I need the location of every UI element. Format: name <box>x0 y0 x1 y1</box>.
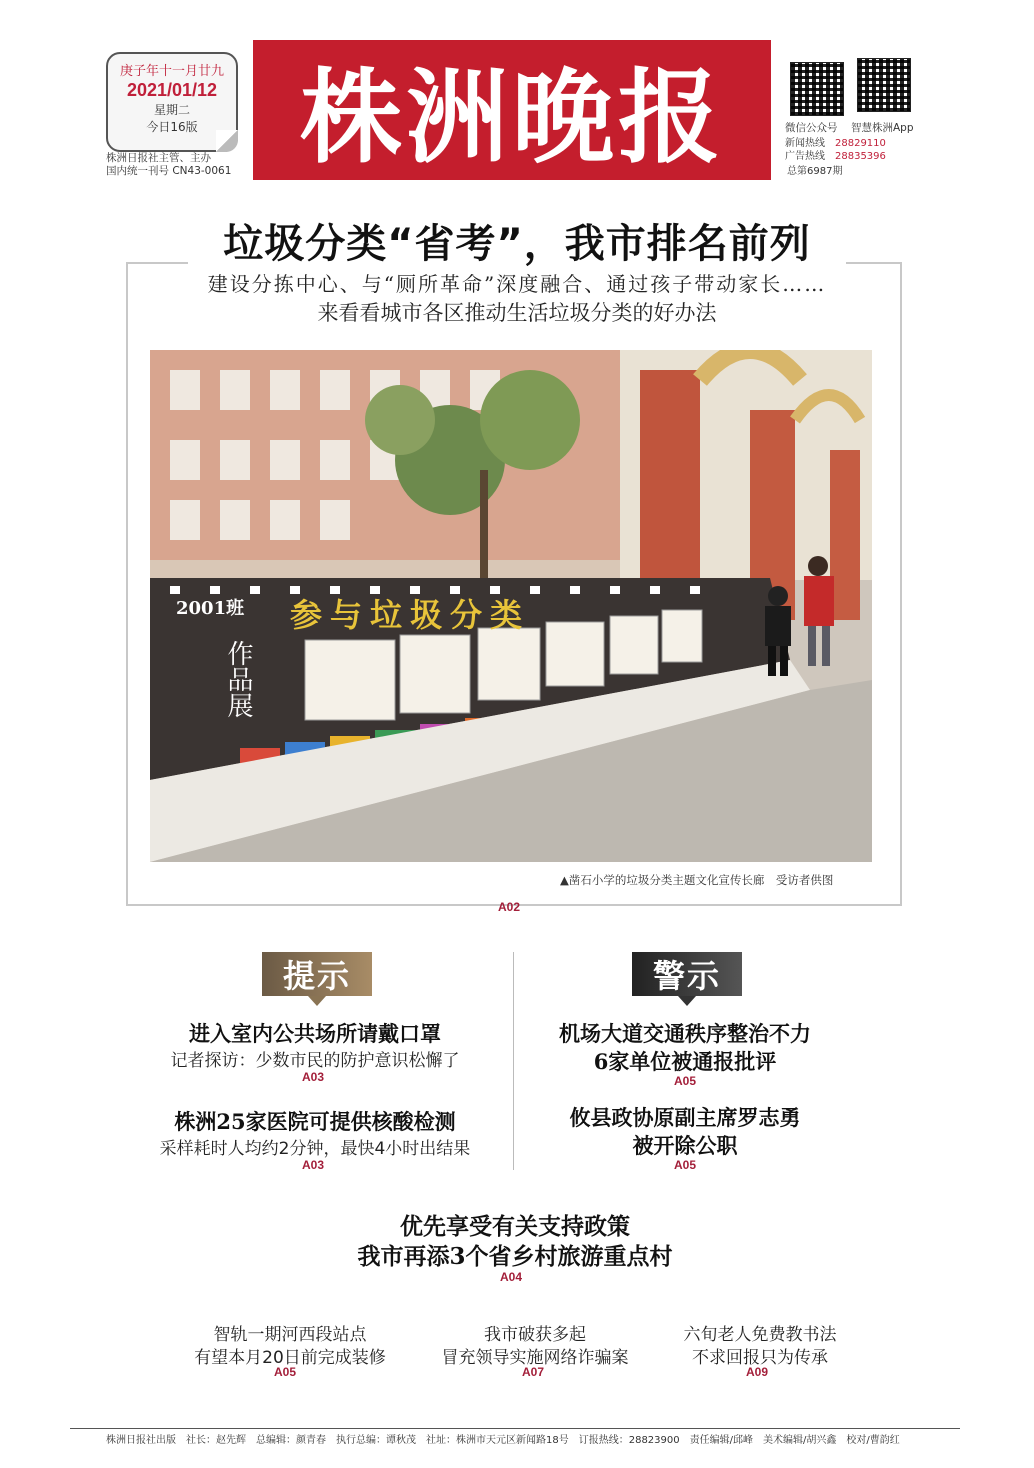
lunar-date: 庚子年十一月廿九 <box>119 64 224 79</box>
issue-number: 总第6987期 <box>787 166 843 177</box>
tip-badge-tail <box>308 996 326 1006</box>
publisher-line2: 国内统一刊号 CN43-0061 <box>106 165 232 177</box>
lead-subtitle-2: 来看看城市各区推动生活垃圾分类的好办法 <box>317 301 717 325</box>
brief-1-ref[interactable]: A05 <box>274 1365 297 1379</box>
hotlines <box>785 137 886 178</box>
page-count: 今日16版 <box>146 120 198 134</box>
feature-title1[interactable]: 优先享受有关支持政策 <box>400 1213 630 1240</box>
app-qr-icon <box>857 58 911 112</box>
brief-2-ref[interactable]: A07 <box>522 1365 545 1379</box>
brief-2-line1[interactable]: 我市破获多起 <box>484 1325 586 1345</box>
warning-1-title2[interactable]: 6家单位被通报批评 <box>593 1049 777 1074</box>
lead-page-ref[interactable]: A02 <box>498 900 521 914</box>
warning-1-ref[interactable]: A05 <box>674 1074 697 1088</box>
news-hotline: 28829110 <box>835 138 886 149</box>
photo-exhibit-label: 作品展 <box>223 640 253 718</box>
brief-1-line1[interactable]: 智轨一期河西段站点 <box>213 1325 367 1345</box>
frame-top-left <box>126 262 188 264</box>
issue-date: 2021/01/12 <box>126 80 218 100</box>
tip-2-ref[interactable]: A03 <box>302 1158 325 1172</box>
photo-caption: ▲凿石小学的垃圾分类主题文化宣传长廊 受访者供图 <box>560 873 834 887</box>
tip-2-title[interactable]: 株洲25家医院可提供核酸检测 <box>174 1109 456 1134</box>
page-curl-icon <box>216 130 238 152</box>
warning-2-ref[interactable]: A05 <box>674 1158 697 1172</box>
photo-banner: 参与垃圾分类 <box>290 596 531 634</box>
brief-3-line1[interactable]: 六旬老人免费教书法 <box>683 1325 837 1345</box>
brief-1-line2[interactable]: 有望本月20日前完成装修 <box>194 1348 386 1368</box>
tip-1-ref[interactable]: A03 <box>302 1070 325 1084</box>
app-label: 智慧株洲App <box>851 122 914 134</box>
warning-1-title1[interactable]: 机场大道交通秩序整治不力 <box>559 1021 811 1046</box>
photo-class-label: 2001班 <box>176 598 245 619</box>
footer-rule <box>70 1428 960 1429</box>
warning-2-title2[interactable]: 被开除公职 <box>632 1133 738 1158</box>
tip-badge: 提示 <box>262 952 372 996</box>
lead-photo <box>150 350 872 862</box>
lead-subtitle-1: 建设分拣中心、与“厕所革命”深度融合、通过孩子带动家长…… <box>207 272 827 296</box>
brief-3-line2[interactable]: 不求回报只为传承 <box>692 1348 828 1368</box>
weekday: 星期二 <box>153 103 190 117</box>
lead-headline[interactable]: 垃圾分类“省考”，我市排名前列 <box>223 221 811 267</box>
tip-1-title[interactable]: 进入室内公共场所请戴口罩 <box>189 1021 441 1046</box>
footer-credits: 株洲日报社出版 社长：赵先辉 总编辑：颜青春 执行总编：谭秋茂 社址：株洲市天元区新闻路18号 订报热线：28823900 责任编辑/邱峰 美术编辑/胡兴鑫 校对/曹韵红 <box>106 1435 900 1446</box>
ad-hotline-label: 广告热线 <box>785 151 825 162</box>
masthead-title: 株洲晚报 <box>300 58 724 178</box>
ad-hotline: 28835396 <box>835 151 886 162</box>
brief-2-line2[interactable]: 冒充领导实施网络诈骗案 <box>441 1348 629 1368</box>
masthead <box>253 40 771 180</box>
warning-badge-tail <box>678 996 696 1006</box>
news-hotline-label: 新闻热线 <box>785 138 825 149</box>
publisher-line1: 株洲日报社主管、主办 <box>106 152 211 164</box>
feature-ref[interactable]: A04 <box>500 1270 523 1284</box>
date-box <box>106 52 238 152</box>
warning-2-title1[interactable]: 攸县政协原副主席罗志勇 <box>569 1105 801 1130</box>
publisher-info <box>106 152 231 178</box>
wechat-label: 微信公众号 <box>785 122 838 134</box>
brief-3-ref[interactable]: A09 <box>746 1365 769 1379</box>
frame-top-right <box>846 262 900 264</box>
tip-1-sub: 记者探访：少数市民的防护意识松懈了 <box>170 1051 460 1071</box>
wechat-qr-icon <box>790 62 844 116</box>
warning-badge: 警示 <box>632 952 742 996</box>
feature-title2[interactable]: 我市再添3个省乡村旅游重点村 <box>357 1243 673 1270</box>
column-divider <box>513 952 514 1170</box>
tip-2-sub: 采样耗时人均约2分钟，最快4小时出结果 <box>159 1139 471 1159</box>
